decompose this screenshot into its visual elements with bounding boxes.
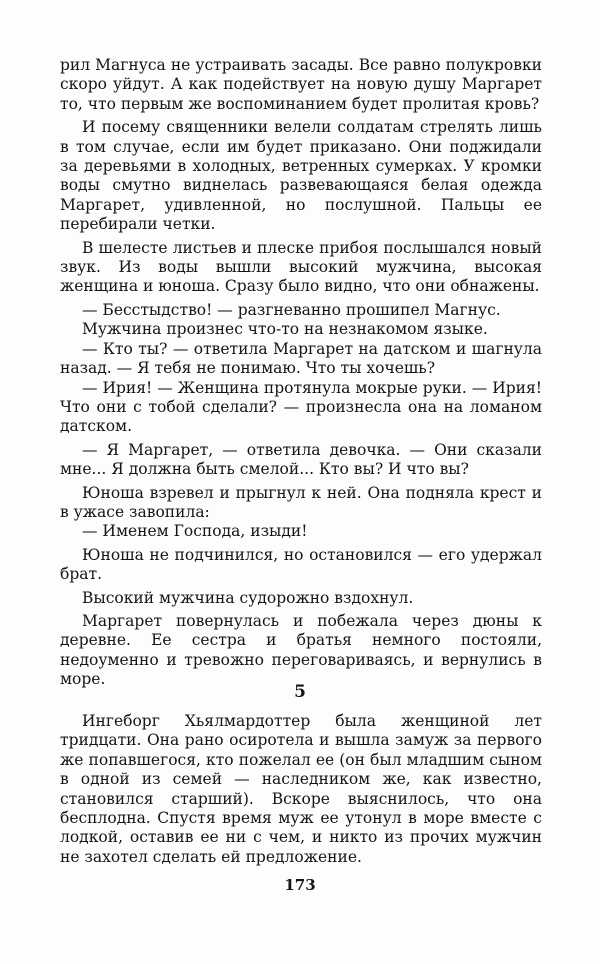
paragraph: — Я Маргарет, — ответила девочка. — Они сказали мне... Я должна быть смелой... Кто вы? И что вы? — [60, 440, 542, 479]
paragraph: — Ирия! — Женщина протянула мокрые руки. — Ирия! Что они с тобой сделали? — произнесла она на ломаном датском. — [60, 378, 542, 436]
paragraph: И посему священники велели солдатам стрелять лишь в том случае, если им будет приказано. Они поджидали за деревьями в холодных, ветренных сумерках. У кромки воды смутно виднелась развевающаяся белая одежда Маргарет, удивленной, но послушной. Пальцы ее перебирали четки. — [60, 118, 542, 234]
paragraph: — Именем Господа, изыди! — [82, 522, 308, 541]
paragraph: — Бесстыдство! — разгневанно прошипел Магнус. — [82, 300, 501, 319]
chapter-number: 5 — [294, 682, 306, 702]
page-number: 173 — [284, 876, 316, 894]
body-text-chapter — [60, 712, 542, 867]
paragraph: — Кто ты? — ответила Маргарет на датском и шагнула назад. — Я тебя не понимаю. Что ты хочешь? — [60, 339, 542, 378]
paragraph: Маргарет повернулась и побежала через дюны к деревне. Ее сестра и братья немного постояли, недоуменно и тревожно переговариваясь, и вернулись в море. — [60, 611, 542, 689]
paragraph: Мужчина произнес что-то на незнакомом языке. — [82, 320, 488, 339]
body-text-top — [60, 56, 542, 690]
paragraph: Высокий мужчина судорожно вздохнул. — [82, 588, 414, 607]
paragraph: Юноша взревел и прыгнул к ней. Она подняла крест и в ужасе завопила: — [60, 483, 542, 521]
paragraph-continuation: рил Магнуса не устраивать засады. Все равно полукровки скоро уйдут. А как подействует на новую душу Маргарет то, что первым же воспоминанием будет пролитая кровь? — [60, 56, 542, 113]
paragraph: В шелесте листьев и плеске прибоя послышался новый звук. Из воды вышли высокий мужчина, высокая женщина и юноша. Сразу было видно, что они обнажены. — [60, 238, 542, 296]
paragraph: Юноша не подчинился, но остановился — его удержал брат. — [60, 545, 542, 584]
paragraph: Ингеборг Хьялмардоттер была женщиной лет тридцати. Она рано осиротела и вышла замуж за первого же попавшегося, кто пожелал ее (он был младшим сыном в одной из семей — наследником же, как известно, становился старший). Вскоре выяснилось, что она бесплодна. Спустя время муж ее утонул в море вместе с лодкой, оставив ее ни с чем, и никто из прочих мужчин не захотел сделать ей предложение. — [60, 712, 542, 866]
